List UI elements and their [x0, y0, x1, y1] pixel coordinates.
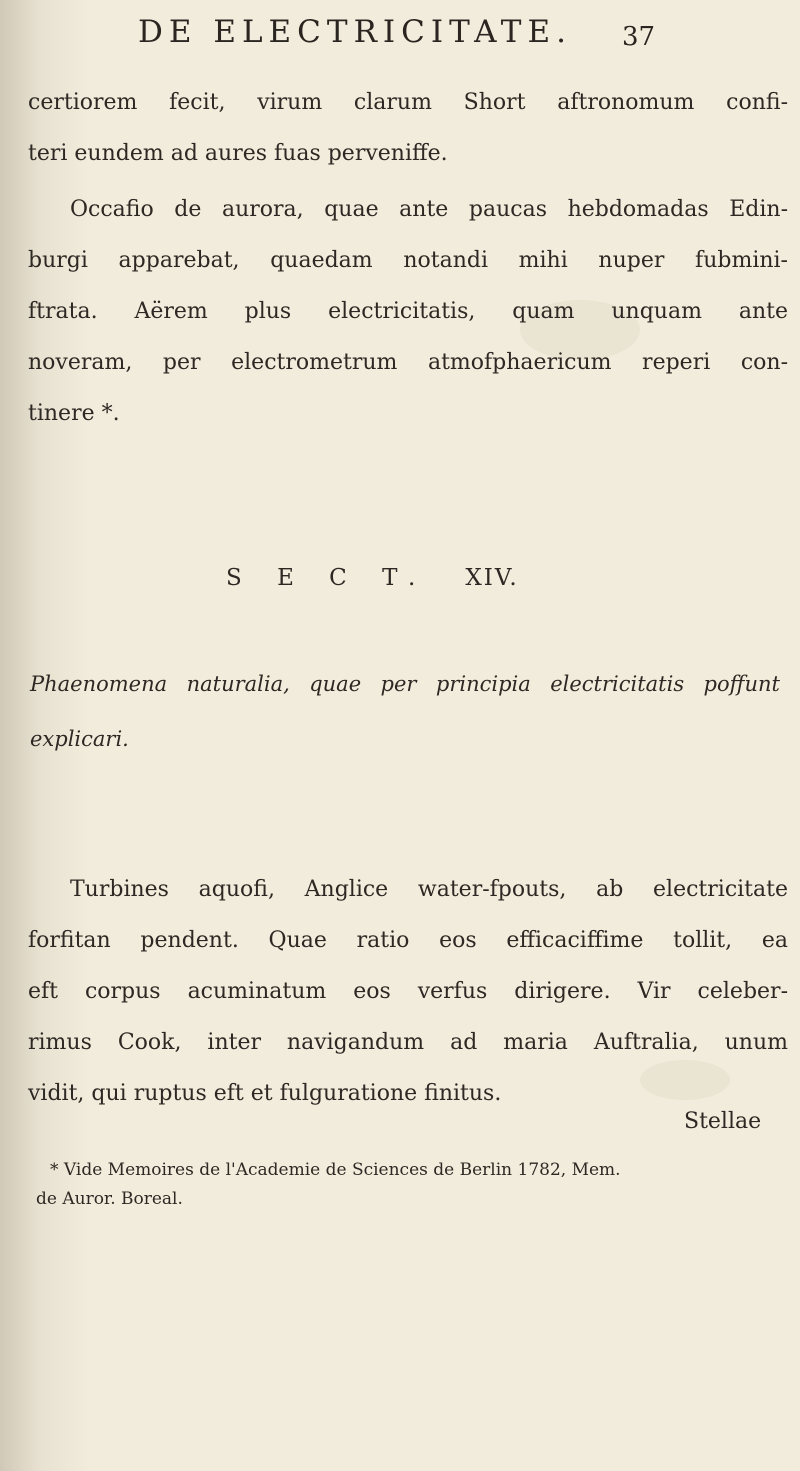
footnote [36, 1156, 780, 1214]
section-title-line: Phaenomena naturalia, quae per principia electricitatis poffunt [30, 672, 780, 696]
paragraph-aurora [28, 184, 788, 439]
text-line: forfitan pendent. Quae ratio eos efficaciffime tollit, ea [28, 928, 788, 953]
text-line: certiorem fecit, virum clarum Short aftronomum confi- [28, 90, 788, 115]
text-line: rimus Cook, inter navigandum ad maria Auftralia, unum [28, 1030, 788, 1055]
section-number: XIV. [465, 565, 519, 591]
section-heading [226, 565, 519, 591]
paragraph-continued [28, 77, 788, 179]
paragraph-waterspouts [28, 864, 788, 1119]
text-line: vidit, qui ruptus eft et fulguratione finitus. [28, 1081, 502, 1106]
text-line: ftrata. Aërem plus electricitatis, quam unquam ante [28, 299, 788, 324]
text-line: burgi apparebat, quaedam notandi mihi nuper fubmini- [28, 248, 788, 273]
footnote-line: de Auror. Boreal. [36, 1189, 183, 1209]
footnote-line: * Vide Memoires de l'Academie de Sciences de Berlin 1782, Mem. [50, 1160, 621, 1180]
catchword: Stellae [684, 1109, 762, 1134]
text-line: Occafio de aurora, quae ante paucas hebdomadas Edin- [70, 197, 788, 222]
section-label: S E C T. [226, 565, 430, 591]
text-line: Turbines aquofi, Anglice water-fpouts, ab electricitate [70, 877, 788, 902]
section-title [30, 657, 780, 767]
text-line: tinere *. [28, 401, 120, 426]
text-line: teri eundem ad aures fuas perveniffe. [28, 141, 448, 166]
text-line: eft corpus acuminatum eos verfus dirigere. Vir celeber- [28, 979, 788, 1004]
page-number: 37 [622, 22, 656, 52]
running-head: DE ELECTRICITATE. [138, 14, 572, 50]
text-line: noveram, per electrometrum atmofphaericum reperi con- [28, 350, 788, 375]
section-title-line: explicari. [30, 727, 129, 751]
